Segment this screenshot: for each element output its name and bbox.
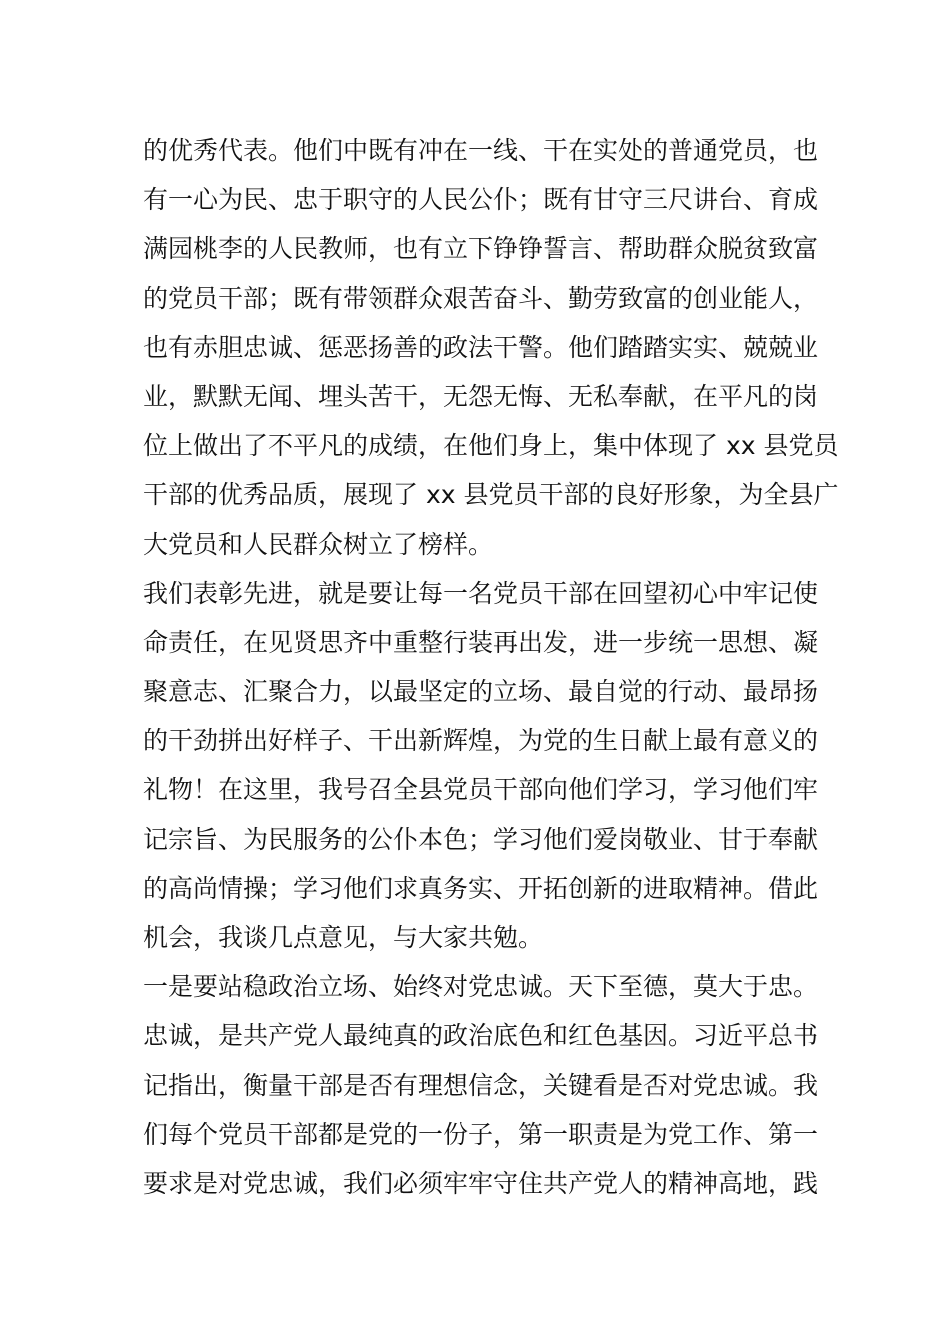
text-line: 要求是对党忠诚，我们必须牢牢守住共产党人的精神高地，践 <box>143 1168 819 1198</box>
text-line: 们每个党员干部都是党的一份子，第一职责是为党工作、第一 <box>143 1119 819 1149</box>
text-line: 聚意志、汇聚合力，以最坚定的立场、最自觉的行动、最昂扬 <box>143 677 819 707</box>
text-line: 的优秀代表。他们中既有冲在一线、干在实处的普通党员，也 <box>143 136 819 165</box>
text-line: 命责任，在见贤思齐中重整行装再出发，进一步统一思想、凝 <box>143 627 819 657</box>
body-text <box>143 126 839 1208</box>
text-line: 位上做出了不平凡的成绩，在他们身上，集中体现了 xx 县党员 <box>143 431 839 461</box>
text-line: 机会，我谈几点意见，与大家共勉。 <box>143 923 544 952</box>
text-line: 的高尚情操；学习他们求真务实、开拓创新的进取精神。借此 <box>143 873 819 903</box>
text-line: 的干劲拼出好样子、干出新辉煌，为党的生日献上最有意义的 <box>143 726 819 756</box>
text-line: 大党员和人民群众树立了榜样。 <box>143 529 494 559</box>
text-line: 礼物！在这里，我号召全县党员干部向他们学习，学习他们牢 <box>143 775 819 805</box>
text-line: 干部的优秀品质，展现了 xx 县党员干部的良好形象，为全县广 <box>143 480 839 510</box>
text-line: 的党员干部；既有带领群众艰苦奋斗、勤劳致富的创业能人， <box>143 283 819 313</box>
text-line: 也有赤胆忠诚、惩恶扬善的政法干警。他们踏踏实实、兢兢业 <box>143 332 819 362</box>
text-line: 忠诚，是共产党人最纯真的政治底色和红色基因。习近平总书 <box>143 1021 819 1051</box>
text-line: 有一心为民、忠于职守的人民公仆；既有甘守三尺讲台、育成 <box>143 185 819 215</box>
text-line: 记宗旨、为民服务的公仆本色；学习他们爱岗敬业、甘于奉献 <box>143 824 819 854</box>
text-line: 业，默默无闻、埋头苦干，无怨无悔、无私奉献，在平凡的岗 <box>143 381 819 411</box>
text-line: 我们表彰先进，就是要让每一名党员干部在回望初心中牢记使 <box>143 578 819 608</box>
text-line: 满园桃李的人民教师，也有立下铮铮誓言、帮助群众脱贫致富 <box>143 234 819 264</box>
text-line: 记指出，衡量干部是否有理想信念，关键看是否对党忠诚。我 <box>143 1070 819 1100</box>
text-line: 一是要站稳政治立场、始终对党忠诚。天下至德，莫大于忠。 <box>143 972 819 1002</box>
